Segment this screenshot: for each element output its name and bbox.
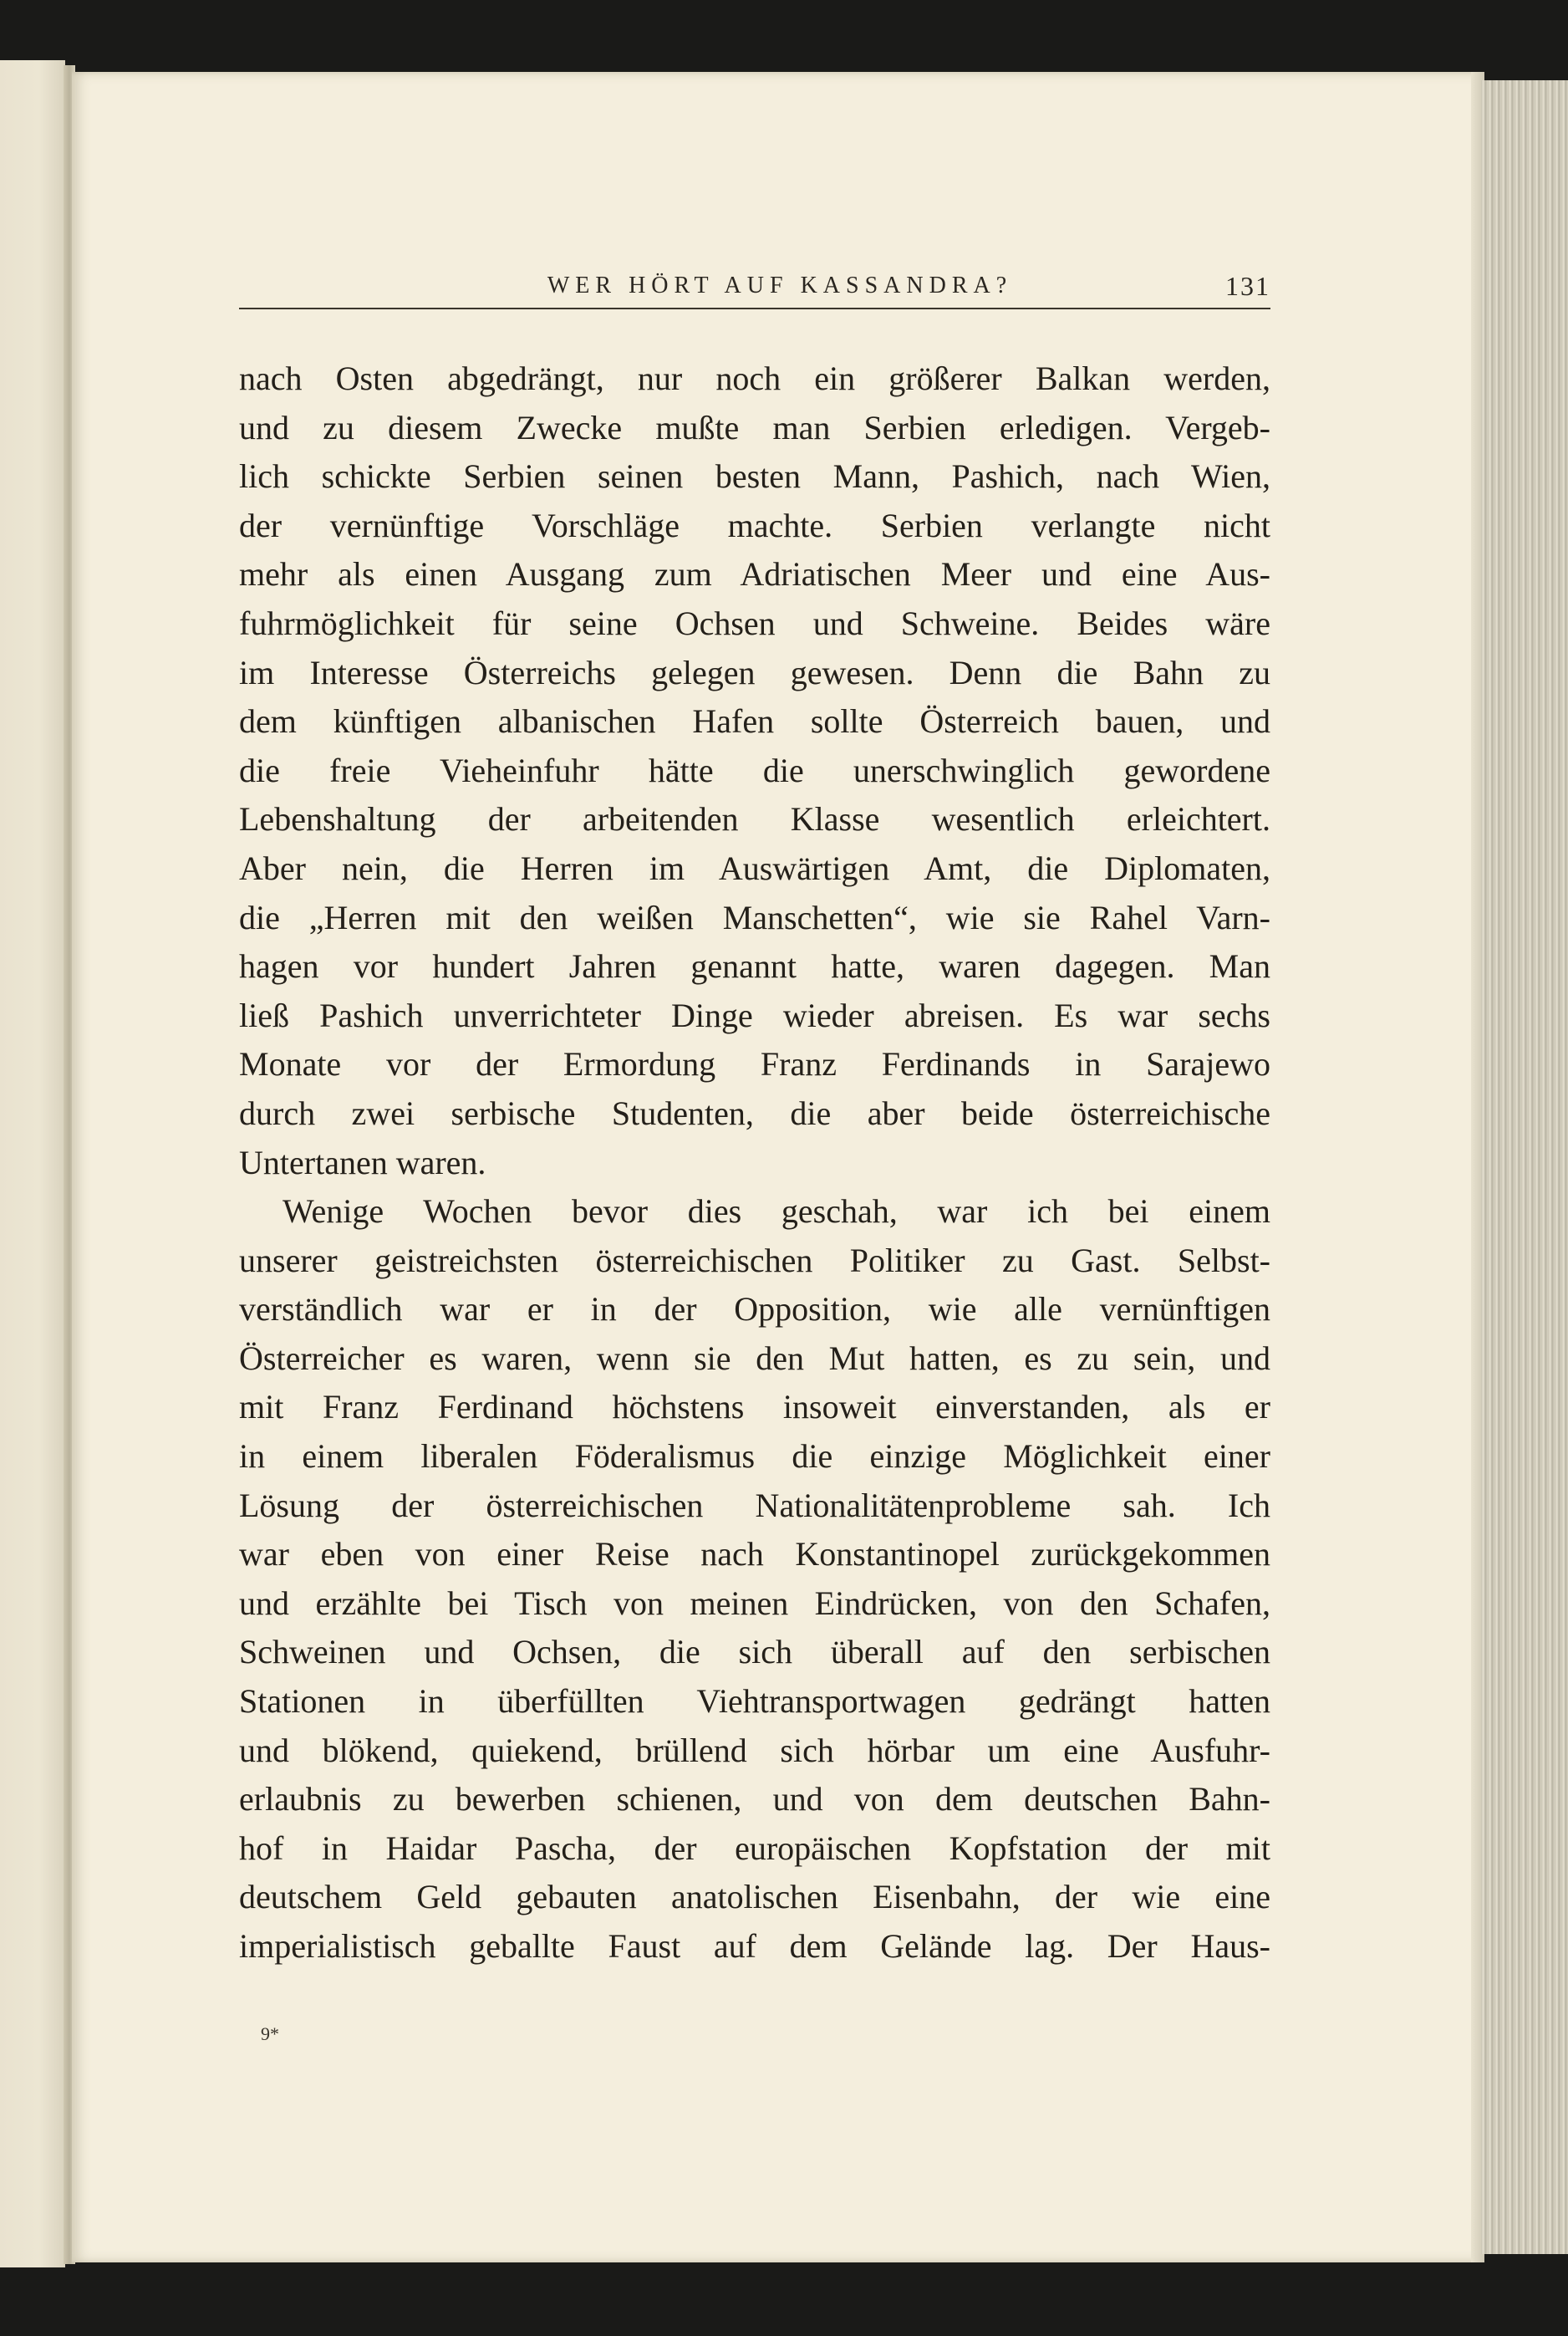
text-line: imperialistisch geballte Faust auf dem Gelände lag. Der Haus-: [239, 1927, 1270, 1965]
text-line: lich schickte Serbien seinen besten Mann, Pashich, nach Wien,: [239, 457, 1270, 496]
text-line: deutschem Geld gebauten anatolischen Eisenbahn, der wie eine: [239, 1878, 1270, 1916]
text-line: die „Herren mit den weißen Manschetten“, wie sie Rahel Varn-: [239, 898, 1270, 936]
text-line: und blökend, quiekend, brüllend sich hörbar um eine Ausfuhr-: [239, 1731, 1270, 1769]
text-line: fuhrmöglichkeit für seine Ochsen und Schweine. Beides wäre: [239, 604, 1270, 642]
page-stack-edges: [1481, 80, 1568, 2254]
text-line: Schweinen und Ochsen, die sich überall auf den serbischen: [239, 1633, 1270, 1671]
paragraph-end-line: Untertanen waren.: [239, 1143, 486, 1181]
text-line: ließ Pashich unverrichteter Dinge wieder abreisen. Es war sechs: [239, 996, 1270, 1034]
text-line: Monate vor der Ermordung Franz Ferdinands in Sarajewo: [239, 1045, 1270, 1084]
facing-page-edge: [0, 60, 65, 2267]
text-line: war eben von einer Reise nach Konstantinopel zurückgekommen: [239, 1535, 1270, 1573]
text-line: Lösung der österreichischen Nationalitätenprobleme sah. Ich: [239, 1486, 1270, 1524]
text-line: Stationen in überfüllten Viehtransportwagen gedrängt hatten: [239, 1682, 1270, 1721]
running-title: WER HÖRT AUF KASSANDRA?: [547, 273, 1013, 298]
signature-mark: 9*: [261, 2023, 279, 2044]
text-line: unserer geistreichsten österreichischen Politiker zu Gast. Selbst-: [239, 1241, 1270, 1279]
body-text: [239, 354, 1270, 1971]
text-line: in einem liberalen Föderalismus die einzige Möglichkeit einer: [239, 1437, 1270, 1476]
text-line: die freie Vieheinfuhr hätte die unerschwinglich gewordene: [239, 751, 1270, 789]
page-number: 131: [1225, 271, 1270, 301]
text-line: mit Franz Ferdinand höchstens insoweit einverstanden, als er: [239, 1388, 1270, 1426]
text-line: hof in Haidar Pascha, der europäischen Kopfstation der mit: [239, 1829, 1270, 1867]
text-line: durch zwei serbische Studenten, die aber beide österreichische: [239, 1094, 1270, 1132]
text-line: hagen vor hundert Jahren genannt hatte, waren dagegen. Man: [239, 947, 1270, 986]
running-head: [239, 263, 1270, 313]
text-line: verständlich war er in der Opposition, wie alle vernünftigen: [239, 1290, 1270, 1329]
text-line: im Interesse Österreichs gelegen gewesen. Denn die Bahn zu: [239, 653, 1270, 691]
text-line: Lebenshaltung der arbeitenden Klasse wesentlich erleichtert.: [239, 800, 1270, 839]
text-line: dem künftigen albanischen Hafen sollte Österreich bauen, und: [239, 702, 1270, 741]
text-line: und erzählte bei Tisch von meinen Eindrücken, von den Schafen,: [239, 1584, 1270, 1622]
header-rule: [239, 308, 1270, 309]
text-line: mehr als einen Ausgang zum Adriatischen Meer und eine Aus-: [239, 555, 1270, 594]
text-line: Aber nein, die Herren im Auswärtigen Amt, die Diplomaten,: [239, 849, 1270, 887]
text-line: Österreicher es waren, wenn sie den Mut hatten, es zu sein, und: [239, 1339, 1270, 1377]
text-line: und zu diesem Zwecke mußte man Serbien erledigen. Vergeb-: [239, 408, 1270, 446]
text-line: der vernünftige Vorschläge machte. Serbien verlangte nicht: [239, 506, 1270, 544]
paragraph-start-line: Wenige Wochen bevor dies geschah, war ich bei einem: [283, 1192, 1270, 1231]
text-line: nach Osten abgedrängt, nur noch ein größerer Balkan werden,: [239, 360, 1270, 397]
text-line: erlaubnis zu bewerben schienen, und von dem deutschen Bahn-: [239, 1780, 1270, 1818]
